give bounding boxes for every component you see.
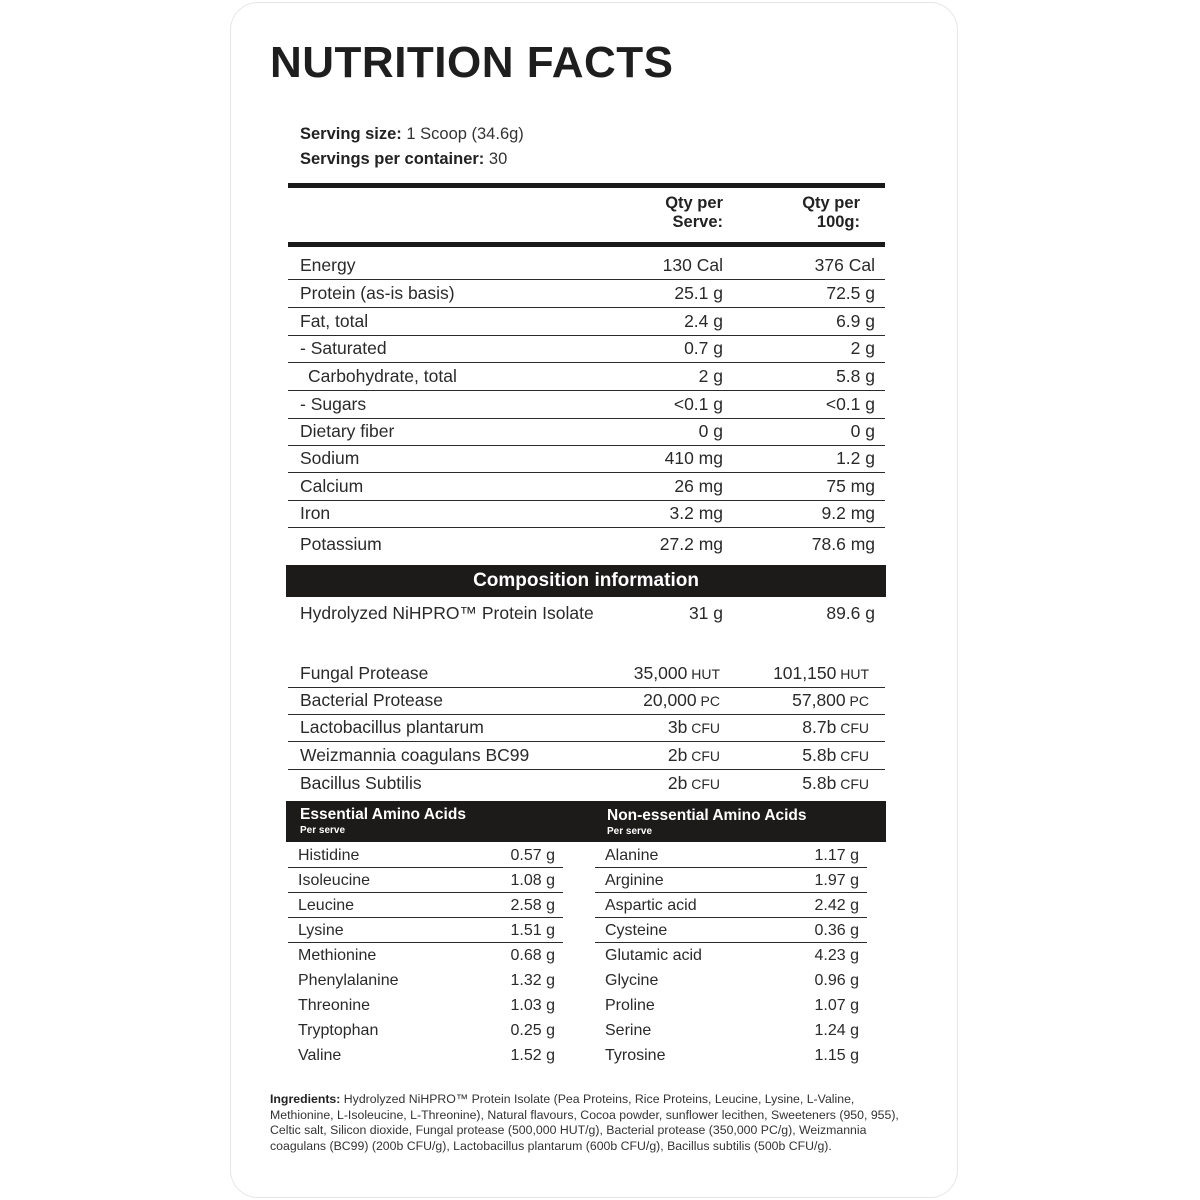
nutrient-row-protein	[288, 280, 885, 308]
amino-label: Valine	[298, 1047, 342, 1064]
essential-amino-row	[288, 993, 563, 1017]
nutrient-label: Dietary fiber	[300, 421, 395, 441]
nutrient-per-serve: 3.2 mg	[669, 503, 723, 523]
nutrient-per-100g: 5.8 g	[836, 366, 875, 386]
amino-value: 4.23 g	[814, 947, 859, 964]
nutrient-row-calcium	[288, 473, 885, 501]
nutrient-per-serve: 410 mg	[664, 448, 723, 468]
nutrient-per-serve: 0.7 g	[684, 338, 723, 358]
nutrient-label: Carbohydrate, total	[308, 366, 457, 386]
enzyme-label: Lactobacillus plantarum	[300, 717, 484, 737]
nutrient-per-100g: <0.1 g	[825, 394, 875, 414]
amino-value: 0.96 g	[814, 972, 859, 989]
amino-label: Tryptophan	[298, 1022, 379, 1039]
essential-amino-subtitle: Per serve	[300, 825, 346, 836]
enzyme-row-bacillus	[288, 770, 885, 797]
nonessential-amino-row	[595, 893, 867, 918]
amino-value: 1.08 g	[510, 872, 555, 889]
enzyme-per-100g: 8.7b	[802, 717, 837, 737]
composition-header: Composition information	[286, 565, 886, 597]
amino-value: 1.15 g	[814, 1047, 859, 1064]
enzyme-per-100g: 5.8b	[802, 773, 837, 793]
servings-per-container-label: Servings per container:	[300, 150, 485, 168]
amino-label: Lysine	[298, 922, 344, 939]
nonessential-amino-row	[595, 843, 867, 868]
amino-label: Tyrosine	[605, 1047, 666, 1064]
servings-per-container-value: 30	[484, 150, 508, 168]
essential-amino-row	[288, 1043, 563, 1067]
nutrient-per-100g: 72.5 g	[826, 283, 875, 303]
column-header-per-serve-line2: Serve:	[672, 213, 723, 231]
enzyme-per-serve-unit: CFU	[687, 776, 720, 792]
nutrient-per-100g: 75 mg	[826, 476, 875, 496]
nutrient-row-iron	[288, 500, 885, 528]
nonessential-amino-row	[595, 968, 867, 992]
nutrient-label: - Saturated	[300, 338, 387, 358]
nutrient-row-potassium	[288, 531, 885, 558]
composition-per-100g: 89.6 g	[826, 603, 875, 623]
amino-value: 1.52 g	[510, 1047, 555, 1064]
essential-amino-row	[288, 843, 563, 868]
amino-label: Cysteine	[605, 922, 668, 939]
enzyme-per-serve: 3b	[667, 717, 688, 737]
amino-value: 1.97 g	[814, 872, 859, 889]
enzyme-row-lactobacillus	[288, 714, 885, 742]
nutrient-row-sugars	[288, 391, 885, 419]
amino-value: 0.25 g	[510, 1022, 555, 1039]
nutrient-per-100g: 9.2 mg	[821, 503, 875, 523]
nutrient-row-sodium	[288, 445, 885, 473]
amino-value: 1.32 g	[510, 972, 555, 989]
nutrient-per-serve: 0 g	[698, 421, 723, 441]
enzyme-per-serve: 2b	[667, 773, 688, 793]
amino-label: Glycine	[605, 972, 659, 989]
amino-label: Threonine	[298, 997, 371, 1014]
column-header-per-serve-line1: Qty per	[665, 194, 723, 212]
nonessential-amino-subtitle: Per serve	[607, 826, 653, 837]
amino-label: Serine	[605, 1022, 652, 1039]
nutrient-per-serve: 25.1 g	[674, 283, 723, 303]
amino-value: 2.42 g	[814, 897, 859, 914]
enzyme-per-serve: 2b	[667, 745, 688, 765]
essential-amino-row	[288, 1018, 563, 1042]
nutrient-per-100g: 1.2 g	[836, 448, 875, 468]
amino-value: 0.68 g	[510, 947, 555, 964]
amino-value: 1.24 g	[814, 1022, 859, 1039]
ingredients-body: Hydrolyzed NiHPRO™ Protein Isolate (Pea Proteins, Rice Proteins, Leucine, Lysine, L-Valine, Methionine, L-Isoleucine, L-Threonine), Natural flavours, Cocoa powder, sunflower lecithen, Sweeteners (950, 955), Celtic salt, Silicon dioxide, Fungal protease (500,000 HUT/g), Bacterial protease (350,000 PC/g), Weizmannia coagulans (BC99) (200b CFU/g), Lactobacillus plantarum (600b CFU/g), Bacillus subtilis (500b CFU/g).	[270, 1092, 899, 1153]
nutrient-label: Calcium	[300, 476, 364, 496]
servings-per-container	[300, 150, 507, 169]
enzyme-per-100g-unit: CFU	[836, 776, 869, 792]
composition-per-serve: 31 g	[688, 603, 723, 623]
composition-label: Hydrolyzed NiHPRO™ Protein Isolate	[300, 603, 594, 623]
enzyme-row-bacterial-protease	[288, 687, 885, 715]
nutrient-per-100g: 78.6 mg	[811, 534, 875, 554]
nutrient-label: - Sugars	[300, 394, 367, 414]
nutrient-per-serve: 130 Cal	[662, 255, 723, 275]
nutrient-per-100g: 2 g	[850, 338, 875, 358]
amino-label: Glutamic acid	[605, 947, 702, 964]
essential-amino-title: Essential Amino Acids	[300, 806, 466, 823]
essential-amino-row	[288, 868, 563, 893]
amino-value: 1.17 g	[814, 847, 859, 864]
enzyme-per-serve-unit: CFU	[687, 748, 720, 764]
essential-amino-row	[288, 968, 563, 992]
column-header-per-100g-line2: 100g:	[816, 213, 860, 231]
nutrient-label: Potassium	[300, 534, 382, 554]
amino-value: 2.58 g	[510, 897, 555, 914]
amino-label: Aspartic acid	[605, 897, 697, 914]
amino-label: Proline	[605, 997, 655, 1014]
essential-amino-row	[288, 893, 563, 918]
nutrient-label: Fat, total	[300, 311, 369, 331]
enzyme-per-100g-unit: CFU	[836, 748, 869, 764]
amino-value: 0.36 g	[814, 922, 859, 939]
enzyme-per-serve: 20,000	[643, 690, 697, 710]
page-title: NUTRITION FACTS	[270, 38, 674, 87]
enzyme-per-100g: 57,800	[792, 690, 846, 710]
nonessential-amino-row	[595, 1043, 867, 1067]
nutrient-row-fat	[288, 308, 885, 336]
amino-value: 1.07 g	[814, 997, 859, 1014]
column-header-per-100g	[780, 194, 860, 232]
enzyme-per-100g: 101,150	[773, 663, 837, 683]
amino-label: Isoleucine	[298, 872, 371, 889]
nutrient-per-serve: 26 mg	[674, 476, 723, 496]
nutrient-row-fiber	[288, 418, 885, 446]
amino-label: Methionine	[298, 947, 377, 964]
enzyme-per-100g: 5.8b	[802, 745, 837, 765]
enzyme-per-serve-unit: PC	[696, 693, 720, 709]
enzyme-per-serve-unit: CFU	[687, 720, 720, 736]
nutrient-per-serve: 27.2 mg	[659, 534, 723, 554]
nutrient-label: Iron	[300, 503, 331, 523]
enzyme-label: Weizmannia coagulans BC99	[300, 745, 530, 765]
nutrient-per-100g: 6.9 g	[836, 311, 875, 331]
amino-value: 0.57 g	[510, 847, 555, 864]
enzyme-row-weizmannia	[288, 742, 885, 770]
nonessential-amino-row	[595, 868, 867, 893]
nutrient-per-serve: 2 g	[698, 366, 723, 386]
nutrient-row-saturated	[288, 335, 885, 363]
amino-label: Phenylalanine	[298, 972, 399, 989]
amino-label: Histidine	[298, 847, 360, 864]
amino-value: 1.51 g	[510, 922, 555, 939]
nonessential-amino-row	[595, 943, 867, 967]
essential-amino-row	[288, 918, 563, 943]
enzyme-per-100g-unit: HUT	[836, 666, 869, 682]
enzyme-label: Fungal Protease	[300, 663, 429, 683]
nonessential-amino-row	[595, 993, 867, 1017]
amino-label: Alanine	[605, 847, 659, 864]
amino-label: Arginine	[605, 872, 664, 889]
amino-value: 1.03 g	[510, 997, 555, 1014]
serving-size	[300, 125, 524, 144]
nutrient-per-serve: <0.1 g	[673, 394, 723, 414]
column-header-per-serve	[640, 194, 723, 232]
enzyme-per-serve-unit: HUT	[687, 666, 720, 682]
nonessential-amino-row	[595, 1018, 867, 1042]
enzyme-row-fungal-protease	[288, 660, 885, 688]
enzyme-label: Bacterial Protease	[300, 690, 443, 710]
ingredients-text	[270, 1092, 915, 1154]
composition-row-isolate	[288, 600, 885, 627]
nonessential-amino-title: Non-essential Amino Acids	[607, 807, 807, 824]
amino-label: Leucine	[298, 897, 355, 914]
serving-size-label: Serving size:	[300, 125, 402, 143]
nutrient-per-serve: 2.4 g	[684, 311, 723, 331]
divider-thick	[288, 242, 885, 247]
nutrient-label: Sodium	[300, 448, 360, 468]
enzyme-per-serve: 35,000	[633, 663, 688, 683]
nonessential-amino-row	[595, 918, 867, 943]
enzyme-label: Bacillus Subtilis	[300, 773, 422, 793]
enzyme-per-100g-unit: CFU	[836, 720, 869, 736]
ingredients-label: Ingredients:	[270, 1092, 341, 1106]
enzyme-per-100g-unit: PC	[845, 693, 869, 709]
column-header-per-100g-line1: Qty per	[802, 194, 860, 212]
nutrient-per-100g: 376 Cal	[814, 255, 875, 275]
divider-thick	[288, 183, 885, 188]
essential-amino-row	[288, 943, 563, 967]
nutrient-row-energy	[288, 252, 885, 280]
serving-size-value: 1 Scoop (34.6g)	[401, 125, 524, 143]
nutrient-label: Protein (as-is basis)	[300, 283, 455, 303]
nutrient-row-carbohydrate	[288, 363, 885, 391]
nutrient-per-100g: 0 g	[850, 421, 875, 441]
nutrient-label: Energy	[300, 255, 356, 275]
